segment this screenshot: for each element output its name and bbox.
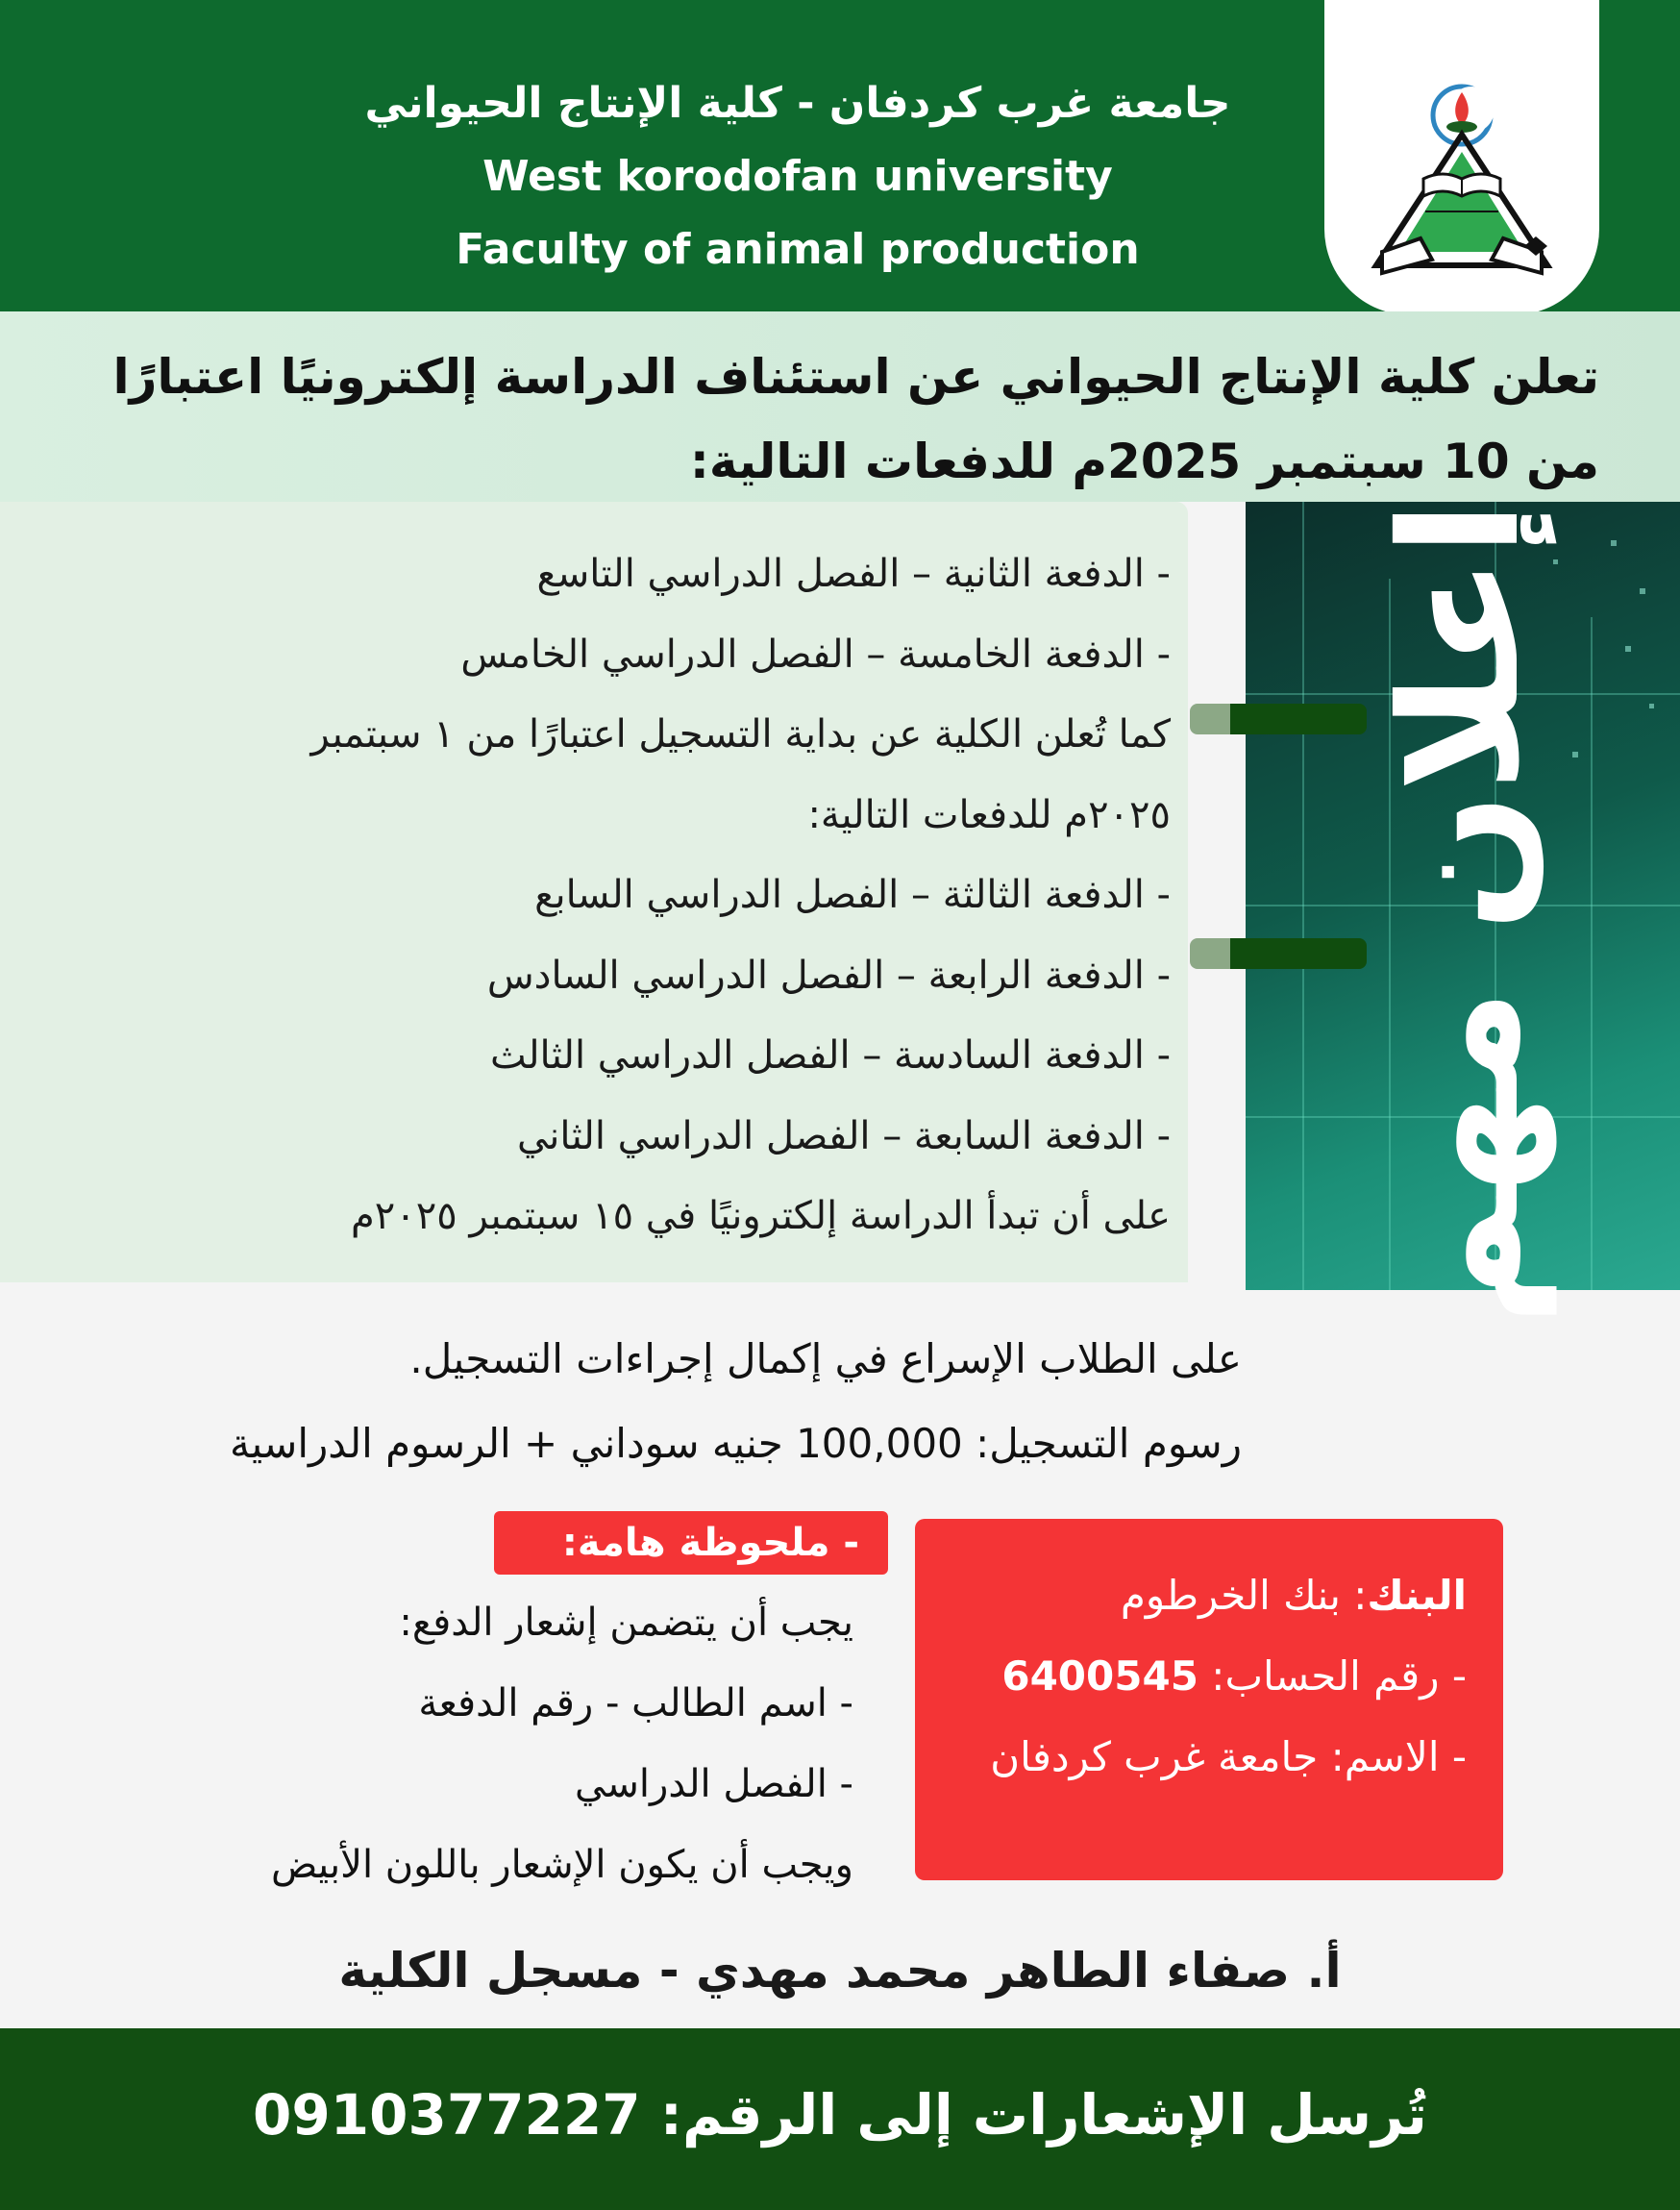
note-lines [27, 1582, 853, 1905]
registration-line-1: على الطلاب الإسراع في إكمال إجراءات التسجيل. [409, 1335, 1242, 1382]
header-text [288, 67, 1307, 286]
bank-value: : بنك الخرطوم [1120, 1572, 1368, 1619]
list-item: - الدفعة الخامسة – الفصل الدراسي الخامس [460, 632, 1171, 677]
list-item: - الدفعة الرابعة – الفصل الدراسي السادس [486, 953, 1171, 998]
list-item: - الدفعة السابعة – الفصل الدراسي الثاني [516, 1113, 1171, 1158]
bank-name-line [890, 1555, 1467, 1636]
account-name-line: - الاسم: جامعة غرب كردفان [990, 1733, 1467, 1780]
list-item: - الدفعة السادسة – الفصل الدراسي الثالث [490, 1033, 1171, 1078]
note-title: - ملحوظة هامة: [561, 1521, 859, 1565]
registration-fees: رسوم التسجيل: 100,000 جنيه سوداني + الرسوم الدراسية [229, 1420, 1242, 1467]
list-item: كما تُعلن الكلية عن بداية التسجيل اعتبارًا من ١ سبتمبر [310, 712, 1171, 757]
header-faculty-name: Faculty of animal production [456, 225, 1140, 274]
bank-label: البنك [1367, 1572, 1467, 1619]
bank-info [890, 1555, 1467, 1798]
intro-line-2: من 10 سبتمبر 2025م للدفعات التالية: [689, 434, 1599, 489]
logo-card [1324, 0, 1599, 315]
registration-info [0, 1317, 1242, 1486]
footer-contact: تُرسل الإشعارات إلى الرقم: 0910377227 [253, 2082, 1427, 2148]
list-item: ٢٠٢٥م للدفعات التالية: [807, 792, 1171, 837]
intro-line-1: تعلن كلية الإنتاج الحيواني عن استئناف الدراسة إلكترونيًا اعتبارًا [112, 349, 1599, 405]
account-label: - رقم الحساب: [1198, 1652, 1467, 1700]
header-university-name: West korodofan university [482, 152, 1113, 201]
account-line [890, 1636, 1467, 1717]
batch-list [56, 534, 1171, 1257]
important-note-badge [494, 1511, 888, 1575]
university-logo-icon [1324, 0, 1599, 315]
note-line: - الفصل الدراسي [575, 1762, 853, 1806]
note-line: - اسم الطالب - رقم الدفعة [418, 1681, 853, 1726]
list-item: - الدفعة الثالثة – الفصل الدراسي السابع [534, 873, 1171, 917]
note-line: يجب أن يتضمن إشعار الدفع: [399, 1601, 853, 1645]
registrar-signature: أ. صفاء الطاهر محمد مهدي - مسجل الكلية [338, 1943, 1342, 1999]
list-item: على أن تبدأ الدراسة إلكترونيًا في ١٥ سبتمبر ٢٠٢٥م [351, 1194, 1171, 1238]
side-title-text: إعلان مهم [1366, 500, 1556, 1327]
account-number: 6400545 [1001, 1652, 1198, 1700]
list-item: - الدفعة الثانية – الفصل الدراسي التاسع [536, 552, 1171, 596]
intro-announcement [62, 335, 1599, 504]
note-line: ويجب أن يكون الإشعار باللون الأبيض [270, 1843, 853, 1887]
important-announcement-title [1288, 500, 1634, 1327]
header-arabic-title: جامعة غرب كردفان - كلية الإنتاج الحيواني [364, 79, 1231, 128]
